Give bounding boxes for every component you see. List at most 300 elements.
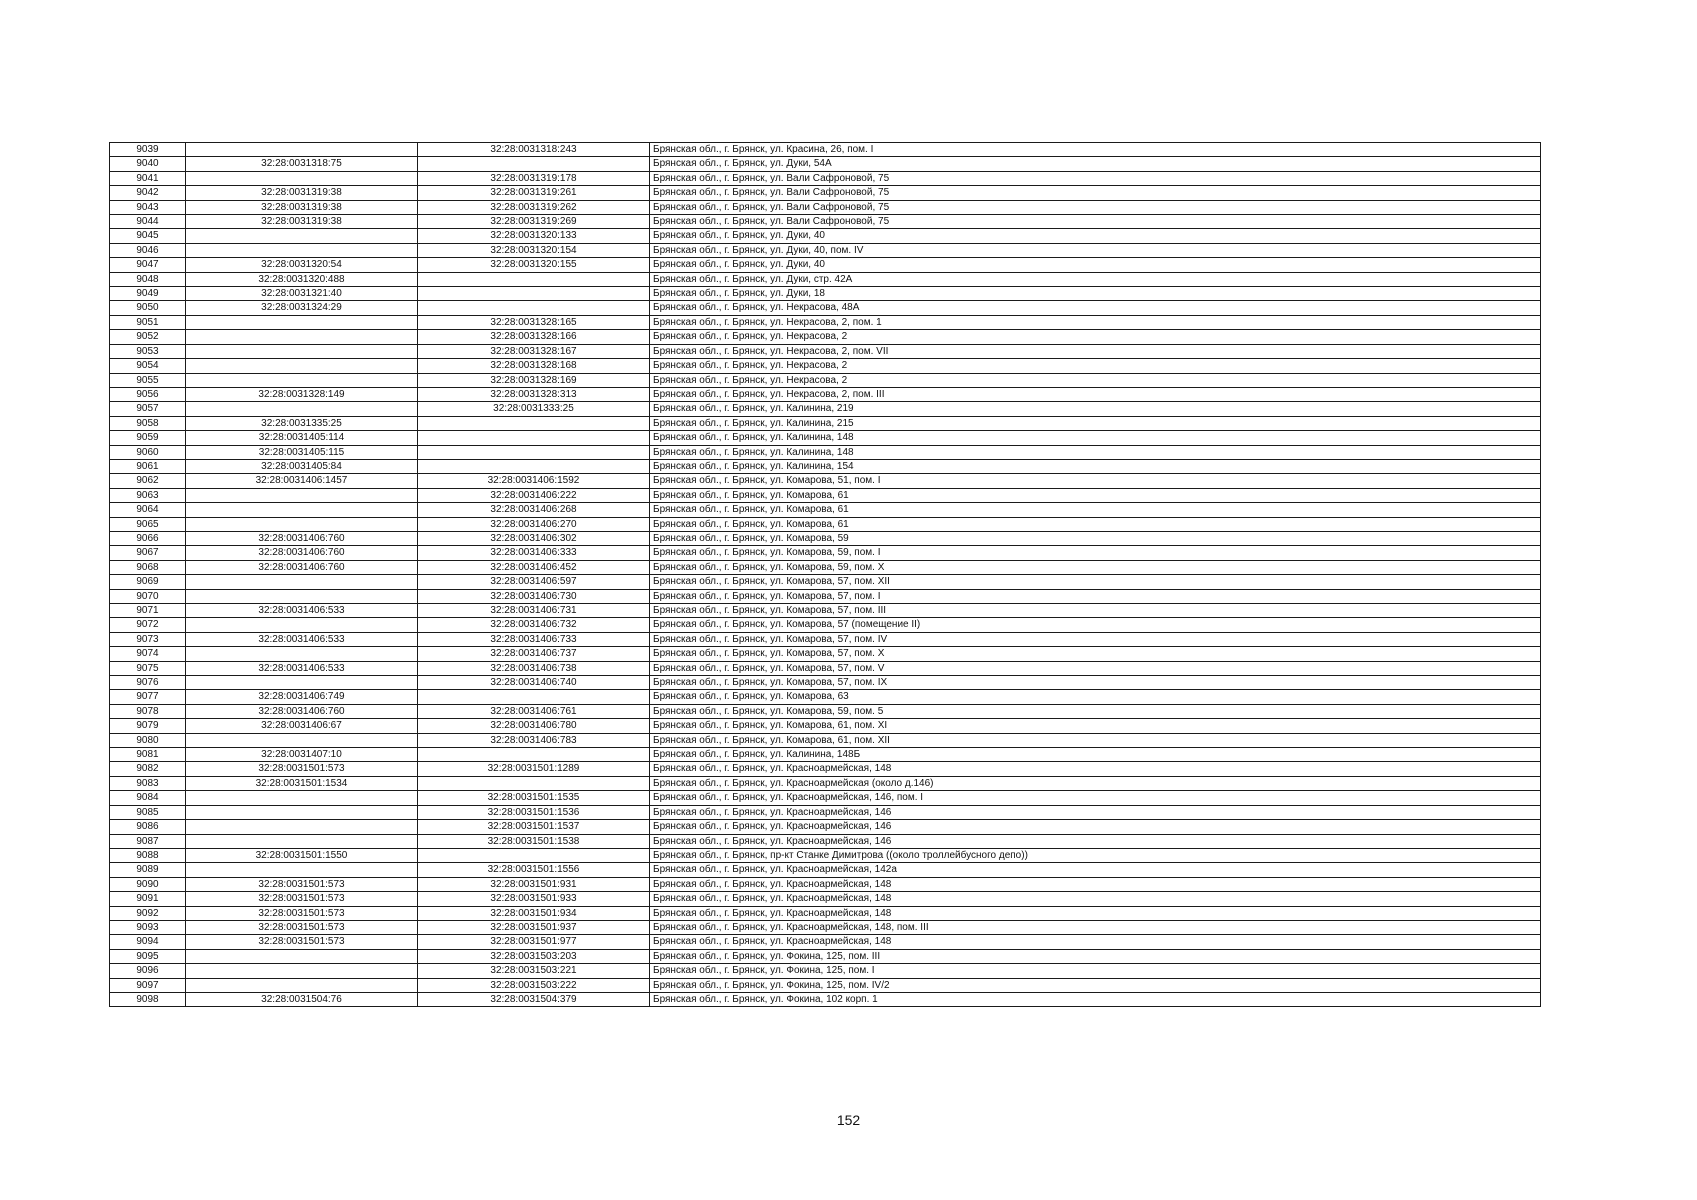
address-cell: Брянская обл., г. Брянск, ул. Некрасова, 2 — [650, 359, 1541, 373]
land-cadastral-number-cell — [186, 517, 418, 531]
address-cell: Брянская обл., г. Брянск, ул. Фокина, 102 корп. 1 — [650, 992, 1541, 1006]
object-cadastral-number-cell: 32:28:0031406:732 — [418, 618, 650, 632]
land-cadastral-number-cell — [186, 359, 418, 373]
row-number-cell: 9089 — [110, 863, 186, 877]
address-cell: Брянская обл., г. Брянск, ул. Дуки, 40, пом. IV — [650, 243, 1541, 257]
address-cell: Брянская обл., г. Брянск, ул. Комарова, 59, пом. I — [650, 546, 1541, 560]
table-row — [110, 647, 1541, 661]
object-cadastral-number-cell — [418, 776, 650, 790]
table-row — [110, 431, 1541, 445]
object-cadastral-number-cell — [418, 748, 650, 762]
row-number-cell: 9067 — [110, 546, 186, 560]
table-row — [110, 186, 1541, 200]
row-number-cell: 9097 — [110, 978, 186, 992]
table-row — [110, 474, 1541, 488]
land-cadastral-number-cell: 32:28:0031406:760 — [186, 560, 418, 574]
object-cadastral-number-cell: 32:28:0031320:154 — [418, 243, 650, 257]
address-cell: Брянская обл., г. Брянск, ул. Комарова, 51, пом. I — [650, 474, 1541, 488]
row-number-cell: 9088 — [110, 848, 186, 862]
address-cell: Брянская обл., г. Брянск, ул. Красноармейская, 148 — [650, 877, 1541, 891]
table-row — [110, 949, 1541, 963]
object-cadastral-number-cell — [418, 272, 650, 286]
table-row — [110, 200, 1541, 214]
table-row — [110, 560, 1541, 574]
land-cadastral-number-cell — [186, 978, 418, 992]
object-cadastral-number-cell: 32:28:0031406:268 — [418, 503, 650, 517]
object-cadastral-number-cell: 32:28:0031319:261 — [418, 186, 650, 200]
row-number-cell: 9090 — [110, 877, 186, 891]
land-cadastral-number-cell: 32:28:0031407:10 — [186, 748, 418, 762]
land-cadastral-number-cell — [186, 330, 418, 344]
row-number-cell: 9052 — [110, 330, 186, 344]
land-cadastral-number-cell: 32:28:0031406:749 — [186, 690, 418, 704]
object-cadastral-number-cell — [418, 287, 650, 301]
table-row — [110, 863, 1541, 877]
table-row — [110, 892, 1541, 906]
address-cell: Брянская обл., г. Брянск, ул. Комарова, 59 — [650, 531, 1541, 545]
registry-table — [109, 142, 1541, 1007]
row-number-cell: 9071 — [110, 604, 186, 618]
address-cell: Брянская обл., г. Брянск, ул. Фокина, 125, пом. I — [650, 964, 1541, 978]
address-cell: Брянская обл., г. Брянск, ул. Калинина, 219 — [650, 402, 1541, 416]
address-cell: Брянская обл., г. Брянск, ул. Дуки, 40 — [650, 258, 1541, 272]
row-number-cell: 9063 — [110, 488, 186, 502]
object-cadastral-number-cell: 32:28:0031406:783 — [418, 733, 650, 747]
object-cadastral-number-cell: 32:28:0031328:313 — [418, 387, 650, 401]
row-number-cell: 9075 — [110, 661, 186, 675]
address-cell: Брянская обл., г. Брянск, ул. Комарова, 61, пом. XII — [650, 733, 1541, 747]
land-cadastral-number-cell: 32:28:0031406:760 — [186, 531, 418, 545]
land-cadastral-number-cell: 32:28:0031324:29 — [186, 301, 418, 315]
row-number-cell: 9041 — [110, 171, 186, 185]
table-row — [110, 834, 1541, 848]
row-number-cell: 9039 — [110, 143, 186, 157]
table-row — [110, 445, 1541, 459]
address-cell: Брянская обл., г. Брянск, ул. Красноармейская, 146, пом. I — [650, 791, 1541, 805]
land-cadastral-number-cell — [186, 805, 418, 819]
table-row — [110, 344, 1541, 358]
table-row — [110, 935, 1541, 949]
address-cell: Брянская обл., г. Брянск, ул. Красноармейская, 146 — [650, 805, 1541, 819]
table-row — [110, 258, 1541, 272]
row-number-cell: 9076 — [110, 676, 186, 690]
object-cadastral-number-cell: 32:28:0031503:221 — [418, 964, 650, 978]
address-cell: Брянская обл., г. Брянск, ул. Некрасова, 48А — [650, 301, 1541, 315]
row-number-cell: 9080 — [110, 733, 186, 747]
object-cadastral-number-cell: 32:28:0031406:597 — [418, 575, 650, 589]
row-number-cell: 9073 — [110, 632, 186, 646]
object-cadastral-number-cell: 32:28:0031406:733 — [418, 632, 650, 646]
table-row — [110, 416, 1541, 430]
table-row — [110, 387, 1541, 401]
row-number-cell: 9060 — [110, 445, 186, 459]
address-cell: Брянская обл., г. Брянск, ул. Красноармейская, 148 — [650, 762, 1541, 776]
land-cadastral-number-cell: 32:28:0031406:67 — [186, 719, 418, 733]
table-row — [110, 618, 1541, 632]
land-cadastral-number-cell: 32:28:0031406:760 — [186, 704, 418, 718]
address-cell: Брянская обл., г. Брянск, ул. Комарова, 57, пом. XII — [650, 575, 1541, 589]
object-cadastral-number-cell — [418, 157, 650, 171]
land-cadastral-number-cell: 32:28:0031501:573 — [186, 920, 418, 934]
address-cell: Брянская обл., г. Брянск, ул. Некрасова, 2 — [650, 373, 1541, 387]
row-number-cell: 9074 — [110, 647, 186, 661]
table-row — [110, 848, 1541, 862]
land-cadastral-number-cell — [186, 964, 418, 978]
table-row — [110, 920, 1541, 934]
table-row — [110, 820, 1541, 834]
row-number-cell: 9051 — [110, 315, 186, 329]
table-row — [110, 243, 1541, 257]
table-row — [110, 171, 1541, 185]
land-cadastral-number-cell — [186, 834, 418, 848]
row-number-cell: 9095 — [110, 949, 186, 963]
address-cell: Брянская обл., г. Брянск, ул. Дуки, 40 — [650, 229, 1541, 243]
object-cadastral-number-cell — [418, 301, 650, 315]
land-cadastral-number-cell: 32:28:0031406:533 — [186, 632, 418, 646]
table-row — [110, 575, 1541, 589]
object-cadastral-number-cell: 32:28:0031406:737 — [418, 647, 650, 661]
table-row — [110, 301, 1541, 315]
address-cell: Брянская обл., г. Брянск, ул. Комарова, 61 — [650, 503, 1541, 517]
row-number-cell: 9064 — [110, 503, 186, 517]
row-number-cell: 9054 — [110, 359, 186, 373]
table-row — [110, 330, 1541, 344]
address-cell: Брянская обл., г. Брянск, ул. Вали Сафроновой, 75 — [650, 215, 1541, 229]
row-number-cell: 9084 — [110, 791, 186, 805]
address-cell: Брянская обл., г. Брянск, ул. Вали Сафроновой, 75 — [650, 171, 1541, 185]
land-cadastral-number-cell: 32:28:0031501:573 — [186, 892, 418, 906]
address-cell: Брянская обл., г. Брянск, ул. Красноармейская, 146 — [650, 834, 1541, 848]
land-cadastral-number-cell: 32:28:0031318:75 — [186, 157, 418, 171]
address-cell: Брянская обл., г. Брянск, ул. Калинина, 148Б — [650, 748, 1541, 762]
row-number-cell: 9066 — [110, 531, 186, 545]
address-cell: Брянская обл., г. Брянск, ул. Некрасова, 2 — [650, 330, 1541, 344]
object-cadastral-number-cell: 32:28:0031318:243 — [418, 143, 650, 157]
land-cadastral-number-cell — [186, 733, 418, 747]
table-row — [110, 517, 1541, 531]
row-number-cell: 9098 — [110, 992, 186, 1006]
address-cell: Брянская обл., г. Брянск, ул. Калинина, 148 — [650, 431, 1541, 445]
address-cell: Брянская обл., г. Брянск, ул. Комарова, 57, пом. X — [650, 647, 1541, 661]
object-cadastral-number-cell: 32:28:0031406:738 — [418, 661, 650, 675]
address-cell: Брянская обл., г. Брянск, ул. Комарова, 63 — [650, 690, 1541, 704]
table-row — [110, 992, 1541, 1006]
address-cell: Брянская обл., г. Брянск, ул. Красноармейская (около д.146) — [650, 776, 1541, 790]
row-number-cell: 9040 — [110, 157, 186, 171]
table-row — [110, 748, 1541, 762]
object-cadastral-number-cell: 32:28:0031406:452 — [418, 560, 650, 574]
land-cadastral-number-cell: 32:28:0031501:573 — [186, 935, 418, 949]
registry-table-body — [110, 143, 1541, 1007]
land-cadastral-number-cell: 32:28:0031335:25 — [186, 416, 418, 430]
table-row — [110, 604, 1541, 618]
land-cadastral-number-cell — [186, 315, 418, 329]
object-cadastral-number-cell: 32:28:0031328:169 — [418, 373, 650, 387]
land-cadastral-number-cell: 32:28:0031406:1457 — [186, 474, 418, 488]
land-cadastral-number-cell: 32:28:0031328:149 — [186, 387, 418, 401]
row-number-cell: 9053 — [110, 344, 186, 358]
row-number-cell: 9062 — [110, 474, 186, 488]
land-cadastral-number-cell — [186, 676, 418, 690]
land-cadastral-number-cell: 32:28:0031406:760 — [186, 546, 418, 560]
address-cell: Брянская обл., г. Брянск, ул. Красноармейская, 148 — [650, 892, 1541, 906]
land-cadastral-number-cell — [186, 618, 418, 632]
object-cadastral-number-cell: 32:28:0031328:165 — [418, 315, 650, 329]
address-cell: Брянская обл., г. Брянск, ул. Красноармейская, 142а — [650, 863, 1541, 877]
object-cadastral-number-cell: 32:28:0031501:1537 — [418, 820, 650, 834]
object-cadastral-number-cell: 32:28:0031406:740 — [418, 676, 650, 690]
row-number-cell: 9048 — [110, 272, 186, 286]
object-cadastral-number-cell: 32:28:0031406:222 — [418, 488, 650, 502]
table-row — [110, 776, 1541, 790]
table-row — [110, 315, 1541, 329]
land-cadastral-number-cell — [186, 171, 418, 185]
table-row — [110, 287, 1541, 301]
address-cell: Брянская обл., г. Брянск, ул. Красноармейская, 148 — [650, 906, 1541, 920]
address-cell: Брянская обл., г. Брянск, ул. Дуки, 18 — [650, 287, 1541, 301]
table-row — [110, 906, 1541, 920]
document-page — [109, 142, 1541, 1007]
land-cadastral-number-cell — [186, 589, 418, 603]
row-number-cell: 9056 — [110, 387, 186, 401]
object-cadastral-number-cell — [418, 416, 650, 430]
object-cadastral-number-cell: 32:28:0031320:155 — [418, 258, 650, 272]
address-cell: Брянская обл., г. Брянск, ул. Комарова, 57, пом. IX — [650, 676, 1541, 690]
table-row — [110, 978, 1541, 992]
table-row — [110, 877, 1541, 891]
table-row — [110, 546, 1541, 560]
table-row — [110, 272, 1541, 286]
table-row — [110, 503, 1541, 517]
land-cadastral-number-cell — [186, 143, 418, 157]
object-cadastral-number-cell: 32:28:0031501:931 — [418, 877, 650, 891]
row-number-cell: 9081 — [110, 748, 186, 762]
table-row — [110, 488, 1541, 502]
object-cadastral-number-cell — [418, 690, 650, 704]
address-cell: Брянская обл., г. Брянск, ул. Комарова, 57, пом. III — [650, 604, 1541, 618]
table-row — [110, 632, 1541, 646]
table-row — [110, 704, 1541, 718]
table-row — [110, 762, 1541, 776]
object-cadastral-number-cell: 32:28:0031406:730 — [418, 589, 650, 603]
row-number-cell: 9061 — [110, 459, 186, 473]
row-number-cell: 9045 — [110, 229, 186, 243]
address-cell: Брянская обл., г. Брянск, ул. Некрасова, 2, пом. III — [650, 387, 1541, 401]
object-cadastral-number-cell: 32:28:0031503:203 — [418, 949, 650, 963]
row-number-cell: 9078 — [110, 704, 186, 718]
page-number: 152 — [836, 1112, 861, 1128]
address-cell: Брянская обл., г. Брянск, ул. Комарова, 57 (помещение II) — [650, 618, 1541, 632]
row-number-cell: 9050 — [110, 301, 186, 315]
row-number-cell: 9085 — [110, 805, 186, 819]
address-cell: Брянская обл., г. Брянск, ул. Калинина, 154 — [650, 459, 1541, 473]
address-cell: Брянская обл., г. Брянск, ул. Фокина, 125, пом. IV/2 — [650, 978, 1541, 992]
table-row — [110, 676, 1541, 690]
row-number-cell: 9065 — [110, 517, 186, 531]
object-cadastral-number-cell: 32:28:0031406:333 — [418, 546, 650, 560]
address-cell: Брянская обл., г. Брянск, ул. Дуки, стр. 42А — [650, 272, 1541, 286]
land-cadastral-number-cell — [186, 647, 418, 661]
address-cell: Брянская обл., г. Брянск, ул. Вали Сафроновой, 75 — [650, 186, 1541, 200]
land-cadastral-number-cell — [186, 791, 418, 805]
object-cadastral-number-cell — [418, 431, 650, 445]
address-cell: Брянская обл., г. Брянск, ул. Комарова, 59, пом. X — [650, 560, 1541, 574]
row-number-cell: 9079 — [110, 719, 186, 733]
row-number-cell: 9044 — [110, 215, 186, 229]
row-number-cell: 9072 — [110, 618, 186, 632]
row-number-cell: 9091 — [110, 892, 186, 906]
table-row — [110, 402, 1541, 416]
object-cadastral-number-cell: 32:28:0031319:262 — [418, 200, 650, 214]
row-number-cell: 9057 — [110, 402, 186, 416]
table-row — [110, 589, 1541, 603]
table-row — [110, 791, 1541, 805]
row-number-cell: 9068 — [110, 560, 186, 574]
object-cadastral-number-cell: 32:28:0031328:168 — [418, 359, 650, 373]
land-cadastral-number-cell: 32:28:0031319:38 — [186, 215, 418, 229]
address-cell: Брянская обл., г. Брянск, пр-кт Станке Димитрова ((около троллейбусного депо)) — [650, 848, 1541, 862]
land-cadastral-number-cell: 32:28:0031501:573 — [186, 877, 418, 891]
land-cadastral-number-cell — [186, 229, 418, 243]
object-cadastral-number-cell: 32:28:0031501:933 — [418, 892, 650, 906]
row-number-cell: 9096 — [110, 964, 186, 978]
land-cadastral-number-cell: 32:28:0031501:573 — [186, 762, 418, 776]
land-cadastral-number-cell: 32:28:0031319:38 — [186, 200, 418, 214]
row-number-cell: 9093 — [110, 920, 186, 934]
address-cell: Брянская обл., г. Брянск, ул. Некрасова, 2, пом. VII — [650, 344, 1541, 358]
land-cadastral-number-cell — [186, 575, 418, 589]
object-cadastral-number-cell: 32:28:0031406:761 — [418, 704, 650, 718]
row-number-cell: 9046 — [110, 243, 186, 257]
table-row — [110, 661, 1541, 675]
row-number-cell: 9058 — [110, 416, 186, 430]
address-cell: Брянская обл., г. Брянск, ул. Калинина, 215 — [650, 416, 1541, 430]
object-cadastral-number-cell: 32:28:0031501:1538 — [418, 834, 650, 848]
row-number-cell: 9087 — [110, 834, 186, 848]
land-cadastral-number-cell: 32:28:0031405:114 — [186, 431, 418, 445]
address-cell: Брянская обл., г. Брянск, ул. Комарова, 57, пом. I — [650, 589, 1541, 603]
land-cadastral-number-cell: 32:28:0031320:54 — [186, 258, 418, 272]
land-cadastral-number-cell: 32:28:0031501:1550 — [186, 848, 418, 862]
table-row — [110, 733, 1541, 747]
address-cell: Брянская обл., г. Брянск, ул. Комарова, 59, пом. 5 — [650, 704, 1541, 718]
table-row — [110, 143, 1541, 157]
object-cadastral-number-cell: 32:28:0031406:1592 — [418, 474, 650, 488]
table-row — [110, 531, 1541, 545]
land-cadastral-number-cell: 32:28:0031406:533 — [186, 604, 418, 618]
land-cadastral-number-cell: 32:28:0031504:76 — [186, 992, 418, 1006]
land-cadastral-number-cell — [186, 344, 418, 358]
object-cadastral-number-cell: 32:28:0031501:937 — [418, 920, 650, 934]
land-cadastral-number-cell: 32:28:0031319:38 — [186, 186, 418, 200]
address-cell: Брянская обл., г. Брянск, ул. Комарова, 61 — [650, 517, 1541, 531]
address-cell: Брянская обл., г. Брянск, ул. Калинина, 148 — [650, 445, 1541, 459]
row-number-cell: 9069 — [110, 575, 186, 589]
table-row — [110, 215, 1541, 229]
object-cadastral-number-cell: 32:28:0031501:1289 — [418, 762, 650, 776]
land-cadastral-number-cell — [186, 243, 418, 257]
land-cadastral-number-cell — [186, 949, 418, 963]
address-cell: Брянская обл., г. Брянск, ул. Красноармейская, 146 — [650, 820, 1541, 834]
object-cadastral-number-cell — [418, 445, 650, 459]
address-cell: Брянская обл., г. Брянск, ул. Красноармейская, 148 — [650, 935, 1541, 949]
row-number-cell: 9055 — [110, 373, 186, 387]
land-cadastral-number-cell — [186, 820, 418, 834]
object-cadastral-number-cell: 32:28:0031319:269 — [418, 215, 650, 229]
table-row — [110, 805, 1541, 819]
address-cell: Брянская обл., г. Брянск, ул. Комарова, 57, пом. V — [650, 661, 1541, 675]
land-cadastral-number-cell: 32:28:0031320:488 — [186, 272, 418, 286]
row-number-cell: 9042 — [110, 186, 186, 200]
address-cell: Брянская обл., г. Брянск, ул. Некрасова, 2, пом. 1 — [650, 315, 1541, 329]
object-cadastral-number-cell: 32:28:0031501:977 — [418, 935, 650, 949]
object-cadastral-number-cell: 32:28:0031406:270 — [418, 517, 650, 531]
object-cadastral-number-cell: 32:28:0031501:1556 — [418, 863, 650, 877]
address-cell: Брянская обл., г. Брянск, ул. Комарова, 61, пом. XI — [650, 719, 1541, 733]
object-cadastral-number-cell: 32:28:0031333:25 — [418, 402, 650, 416]
object-cadastral-number-cell: 32:28:0031501:934 — [418, 906, 650, 920]
land-cadastral-number-cell — [186, 863, 418, 877]
address-cell: Брянская обл., г. Брянск, ул. Комарова, 61 — [650, 488, 1541, 502]
object-cadastral-number-cell: 32:28:0031406:302 — [418, 531, 650, 545]
row-number-cell: 9082 — [110, 762, 186, 776]
address-cell: Брянская обл., г. Брянск, ул. Фокина, 125, пом. III — [650, 949, 1541, 963]
table-row — [110, 459, 1541, 473]
table-row — [110, 229, 1541, 243]
object-cadastral-number-cell: 32:28:0031406:731 — [418, 604, 650, 618]
land-cadastral-number-cell: 32:28:0031501:573 — [186, 906, 418, 920]
row-number-cell: 9077 — [110, 690, 186, 704]
land-cadastral-number-cell — [186, 402, 418, 416]
land-cadastral-number-cell: 32:28:0031501:1534 — [186, 776, 418, 790]
row-number-cell: 9070 — [110, 589, 186, 603]
address-cell: Брянская обл., г. Брянск, ул. Красноармейская, 148, пом. III — [650, 920, 1541, 934]
table-row — [110, 719, 1541, 733]
row-number-cell: 9049 — [110, 287, 186, 301]
address-cell: Брянская обл., г. Брянск, ул. Комарова, 57, пом. IV — [650, 632, 1541, 646]
row-number-cell: 9043 — [110, 200, 186, 214]
address-cell: Брянская обл., г. Брянск, ул. Вали Сафроновой, 75 — [650, 200, 1541, 214]
row-number-cell: 9083 — [110, 776, 186, 790]
table-row — [110, 373, 1541, 387]
row-number-cell: 9086 — [110, 820, 186, 834]
object-cadastral-number-cell: 32:28:0031320:133 — [418, 229, 650, 243]
table-row — [110, 964, 1541, 978]
table-row — [110, 157, 1541, 171]
land-cadastral-number-cell: 32:28:0031405:115 — [186, 445, 418, 459]
object-cadastral-number-cell — [418, 459, 650, 473]
object-cadastral-number-cell — [418, 848, 650, 862]
row-number-cell: 9047 — [110, 258, 186, 272]
land-cadastral-number-cell — [186, 503, 418, 517]
row-number-cell: 9092 — [110, 906, 186, 920]
object-cadastral-number-cell: 32:28:0031501:1536 — [418, 805, 650, 819]
land-cadastral-number-cell: 32:28:0031321:40 — [186, 287, 418, 301]
object-cadastral-number-cell: 32:28:0031501:1535 — [418, 791, 650, 805]
row-number-cell: 9059 — [110, 431, 186, 445]
land-cadastral-number-cell — [186, 488, 418, 502]
object-cadastral-number-cell: 32:28:0031503:222 — [418, 978, 650, 992]
row-number-cell: 9094 — [110, 935, 186, 949]
address-cell: Брянская обл., г. Брянск, ул. Дуки, 54А — [650, 157, 1541, 171]
land-cadastral-number-cell: 32:28:0031406:533 — [186, 661, 418, 675]
object-cadastral-number-cell: 32:28:0031319:178 — [418, 171, 650, 185]
land-cadastral-number-cell — [186, 373, 418, 387]
table-row — [110, 690, 1541, 704]
object-cadastral-number-cell: 32:28:0031328:166 — [418, 330, 650, 344]
object-cadastral-number-cell: 32:28:0031504:379 — [418, 992, 650, 1006]
object-cadastral-number-cell: 32:28:0031328:167 — [418, 344, 650, 358]
